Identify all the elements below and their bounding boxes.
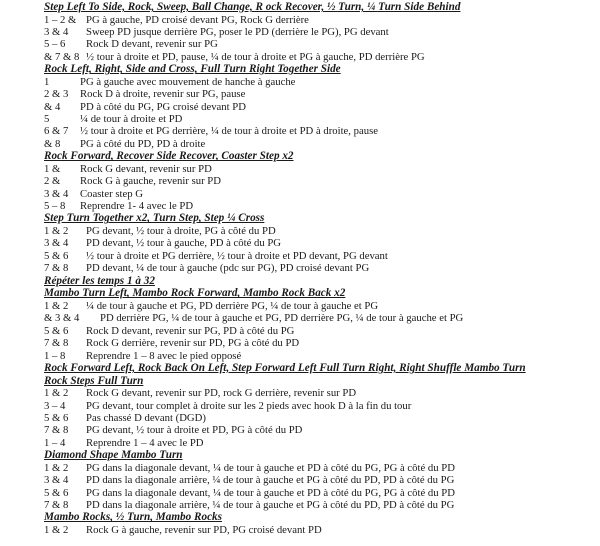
step-count: 1 [44,75,50,88]
step-count: 2 & 3 [44,88,69,101]
step-count: 1 & 2 [44,461,69,474]
step-row [44,499,600,511]
step-description: PG devant, tour complet à droite sur les 2 pieds avec hook D à la fin du tour [86,399,412,412]
section-title: Répéter les temps 1 à 32 [44,274,155,287]
step-row [44,125,600,137]
step-count: & 3 & 4 [44,312,80,325]
step-row [44,76,600,88]
step-row [44,14,600,26]
step-description: PG devant, ½ tour à droite, PG à côté du PD [86,225,276,238]
step-description: Rock D à droite, revenir sur PG, pause [80,88,246,101]
step-row [44,38,600,50]
step-row [44,113,600,125]
step-description: Rock G devant, revenir sur PD [80,162,212,175]
step-count: 1 & 2 [44,387,69,400]
step-description: PD dans la diagonale arrière, ¼ de tour à gauche et PG à côté du PD, PD à côté du PG [86,474,455,487]
step-row [44,250,600,262]
section-title: Step Left To Side, Rock, Sweep, Ball Change, R ock Recover, ½ Turn, ¼ Turn Side Behind [44,1,461,13]
step-description: PD derrière PG, ¼ de tour à gauche et PG, PD derrière PG, ¼ de tour à gauche et PG [100,312,464,325]
step-description: Reprendre 1 – 4 avec le PD [86,436,204,449]
step-count: 3 & 4 [44,187,69,200]
step-count: & 4 [44,100,61,113]
step-row [44,337,600,349]
step-count: 3 & 4 [44,474,69,487]
step-description: ½ tour à droite et PG derrière, ½ tour à droite et PD devant, PG devant [86,249,388,262]
step-row [44,26,600,38]
step-count: 5 – 6 [44,38,66,51]
step-description: ½ tour à droite et PD, pause, ¼ de tour à droite et PG à gauche, PD derrière PG [86,50,425,63]
step-row [44,262,600,274]
section-title: Rock Forward Left, Rock Back On Left, Step Forward Left Full Turn Right, Right Shuffle Mambo Turn Rock Steps Full Turn [44,361,526,387]
section-title: Rock Forward, Recover Side Recover, Coaster Step x2 [44,150,294,163]
section-title: Step Turn Together x2, Turn Step, Step ¼ Cross [44,212,265,225]
step-count: 5 & 6 [44,249,69,262]
step-row [44,487,600,499]
step-row [44,300,600,312]
section-title: Rock Left, Right, Side and Cross, Full Turn Right Together Side [44,63,341,76]
step-row [44,88,600,100]
step-description: PD dans la diagonale arrière, ¼ de tour à gauche et PG à côté du PD, PD à côté du PG [86,498,455,511]
step-count: 7 & 8 [44,498,69,511]
step-description: ½ tour à droite et PG derrière, ¼ de tour à droite et PD à droite, pause [80,125,378,138]
step-description: Rock D devant, revenir sur PG [86,38,218,51]
step-count: 5 – 8 [44,200,66,213]
step-count: 1 & 2 [44,523,69,536]
step-count: 7 & 8 [44,262,69,275]
step-count: 7 & 8 [44,337,69,350]
step-description: PG dans la diagonale devant, ¼ de tour à gauche et PD à côté du PG, PG à côté du PD [86,461,455,474]
section-title: Mambo Rocks, ½ Turn, Mambo Rocks [44,511,222,524]
step-count: 1 – 2 & [44,13,77,26]
step-count: 7 & 8 [44,424,69,437]
section-title: Diamond Shape Mambo Turn [44,449,183,462]
step-row [44,101,600,113]
step-count: 3 & 4 [44,237,69,250]
step-count: 3 & 4 [44,26,69,38]
step-description: PD à côté du PG, PG croisé devant PD [80,100,246,113]
step-description: Rock G devant, revenir sur PD, rock G derrière, revenir sur PD [86,387,357,400]
step-description: Rock D devant, revenir sur PG, PD à côté du PG [86,324,295,337]
section-title: Mambo Turn Left, Mambo Rock Forward, Mambo Rock Back x2 [44,287,346,300]
step-description: Sweep PD jusque derrière PG, poser le PD (derrière le PG), PG devant [86,26,389,38]
step-row [44,524,600,536]
step-count: 5 & 6 [44,486,69,499]
step-count: 1 & [44,162,61,175]
step-count: 1 & 2 [44,225,69,238]
step-row [44,400,600,412]
step-count: 1 & 2 [44,299,69,312]
step-row [44,163,600,175]
step-row [44,462,600,474]
step-description: Rock G à gauche, revenir sur PD [80,175,221,188]
step-count: 6 & 7 [44,125,69,138]
step-description: Rock G derrière, revenir sur PD, PG à côté du PD [86,337,300,350]
step-row [44,200,600,212]
step-count: 1 – 8 [44,349,66,362]
step-description: PD devant, ¼ de tour à gauche (pdc sur PG), PD croisé devant PG [86,262,370,275]
step-description: PG dans la diagonale devant, ¼ de tour à gauche et PD à côté du PG, PG à côté du PD [86,486,455,499]
step-row [44,138,600,150]
step-description: Rock G à gauche, revenir sur PD, PG croisé devant PD [86,523,322,536]
step-description: PG devant, ½ tour à droite et PD, PG à côté du PD [86,424,303,437]
step-count: & 8 [44,137,61,150]
step-description: PD devant, ½ tour à gauche, PD à côté du PG [86,237,282,250]
step-description: Reprendre 1- 4 avec le PD [80,200,194,213]
step-description: Reprendre 1 – 8 avec le pied opposé [86,349,242,362]
step-description: ¼ de tour à droite et PD [80,113,183,126]
step-row [44,424,600,436]
step-row [44,412,600,424]
step-row [44,175,600,187]
step-description: ¼ de tour à gauche et PG, PD derrière PG, ¼ de tour à gauche et PG [86,299,379,312]
step-count: & 7 & 8 [44,50,80,63]
step-row [44,350,600,362]
step-count: 5 & 6 [44,411,69,424]
step-row [44,237,600,249]
step-count: 2 & [44,175,61,188]
step-row [44,387,600,399]
step-row [44,51,600,63]
step-row [44,188,600,200]
step-row [44,325,600,337]
step-row [44,474,600,486]
step-description: PG à gauche, PD croisé devant PG, Rock G derrière [86,13,309,26]
step-count: 5 & 6 [44,324,69,337]
step-count: 3 – 4 [44,399,66,412]
step-description: Pas chassé D devant (DGD) [86,411,206,424]
step-row [44,312,600,324]
step-row [44,225,600,237]
step-description: PG à côté du PD, PD à droite [80,137,206,150]
step-count: 1 – 4 [44,436,66,449]
step-description: PG à gauche avec mouvement de hanche à gauche [80,75,296,88]
step-row [44,437,600,449]
step-count: 5 [44,113,50,126]
step-description: Coaster step G [80,187,143,200]
